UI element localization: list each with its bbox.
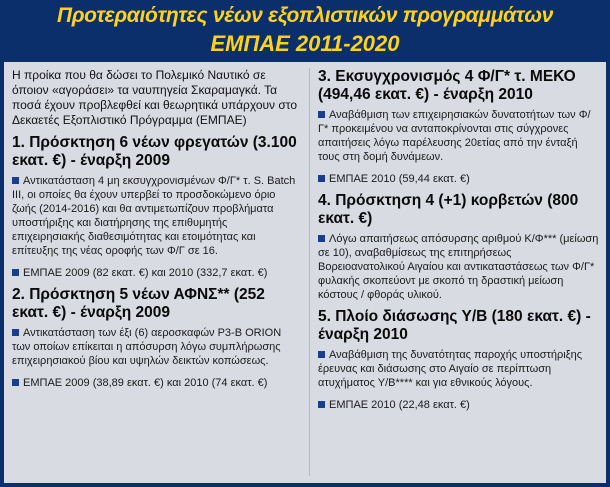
section-2-meta bbox=[12, 376, 302, 390]
content-panel bbox=[4, 62, 606, 483]
section-2-meta-text: ΕΜΠΑΕ 2009 (38,89 εκατ. €) και 2010 (74 εκατ. €) bbox=[23, 377, 268, 389]
column-divider bbox=[309, 68, 310, 476]
section-2-body-text: Αντικατάσταση των έξι (6) αεροσκαφών P3-B ORION των οποίων επίκειται η απόσυρση λόγω συμπλήρωσης επιχειρησιακού βίου και υψηλών δεικτών κοπώσεως. bbox=[12, 327, 282, 367]
bullet-square-icon bbox=[12, 329, 19, 336]
bullet-square-icon bbox=[12, 269, 19, 276]
bullet-square-icon bbox=[318, 351, 325, 358]
section-5-body bbox=[318, 348, 600, 390]
section-5-meta-text: ΕΜΠΑΕ 2010 (22,48 εκατ. €) bbox=[329, 399, 470, 411]
section-1-meta-text: ΕΜΠΑΕ 2009 (82 εκατ. €) και 2010 (332,7 εκατ. €) bbox=[23, 267, 268, 279]
section-2-body bbox=[12, 326, 302, 368]
bullet-square-icon bbox=[318, 175, 325, 182]
header bbox=[0, 0, 610, 60]
bullet-square-icon bbox=[318, 401, 325, 408]
section-5-meta bbox=[318, 398, 600, 412]
section-1-body-text: Αντικατάσταση 4 μη εκσυγχρονισμένων Φ/Γ* τ. S. Batch III, οι οποίες θα έχουν υπερβεί το προσδοκώμενο όριο ζωής (2014-2016) και θα αντιμετωπίζουν προβλήματα υποστήριξης και διατήρησης της επιθυμητής επιχειρησιακής διαθεσιμότητας και ετοιμότητας και επίτευξης της νέας οροφής των Φ/Γ σε 16. bbox=[12, 175, 296, 257]
bullet-square-icon bbox=[12, 177, 19, 184]
right-column bbox=[318, 68, 600, 412]
intro-text: Η προίκα που θα δώσει το Πολεμικό Ναυτικό σε όποιον «αγοράσει» τα ναυπηγεία Σκαραμαγκά. Τα ποσά έχουν προβλεφθεί και θεωρητικά υπάρχουν στο Δεκαετές Εξοπλιστικό Πρόγραμμα (ΕΜΠΑΕ) bbox=[12, 68, 298, 127]
section-3-heading: 3. Εκσυγχρονισμός 4 Φ/Γ* τ. ΜΕΚΟ (494,46 εκατ. €) - έναρξη 2010 bbox=[318, 68, 576, 103]
section-4-body bbox=[318, 232, 600, 302]
section-2-heading: 2. Πρόσκτηση 5 νέων ΑΦΝΣ** (252 εκατ. €) - έναρξη 2009 bbox=[12, 286, 265, 321]
section-3-body-text: Αναβάθμιση των επιχειρησιακών δυνατοτήτων των Φ/Γ* προκειμένου να ανταποκρίνονται στις σύγχρονες απαιτήσεις λόγω παρέλευσης 20ετίας από την ένταξή τους στη δομή δυνάμεων. bbox=[318, 109, 591, 163]
section-1-body bbox=[12, 174, 302, 258]
section-4-heading: 4. Πρόσκτηση 4 (+1) κορβετών (800 εκατ. €) bbox=[318, 192, 579, 227]
section-3-meta-text: ΕΜΠΑΕ 2010 (59,44 εκατ. €) bbox=[329, 173, 470, 185]
section-4-body-text: Λόγω απαιτήσεως απόσυρσης αριθμού Κ/Φ*** (μείωση σε 10), αναβαθμίσεως της επιτηρήσεως Βορειοανατολικού Αιγαίου και αντικαταστάσεως των Φ/Γ* φυλακής σκοπεύοντ με σκοπό τη δραστική μείωση κόστους / φθοράς υλικού. bbox=[318, 233, 599, 301]
left-column bbox=[12, 68, 302, 390]
section-1-heading: 1. Πρόσκτηση 6 νέων φρεγατών (3.100 εκατ. €) - έναρξη 2009 bbox=[12, 134, 297, 169]
section-5-body-text: Αναβάθμιση της δυνατότητας παροχής υποστήριξης έρευνας και διάσωσης στο Αιγαίο σε περίπτωση ατυχήματος Υ/Β**** και για εθνικούς λόγους. bbox=[318, 349, 583, 389]
section-3-meta bbox=[318, 172, 600, 186]
title-line-1: Προτεραιότητες νέων εξοπλιστικών προγραμμάτων bbox=[56, 4, 554, 27]
bullet-square-icon bbox=[12, 379, 19, 386]
section-3-body bbox=[318, 108, 600, 164]
bullet-square-icon bbox=[318, 235, 325, 242]
title-line-2: ΕΜΠΑΕ 2011-2020 bbox=[210, 31, 400, 56]
section-5-heading: 5. Πλοίο διάσωσης Υ/Β (180 εκατ. €) - έναρξη 2010 bbox=[318, 308, 591, 343]
section-1-meta bbox=[12, 266, 302, 280]
bullet-square-icon bbox=[318, 111, 325, 118]
